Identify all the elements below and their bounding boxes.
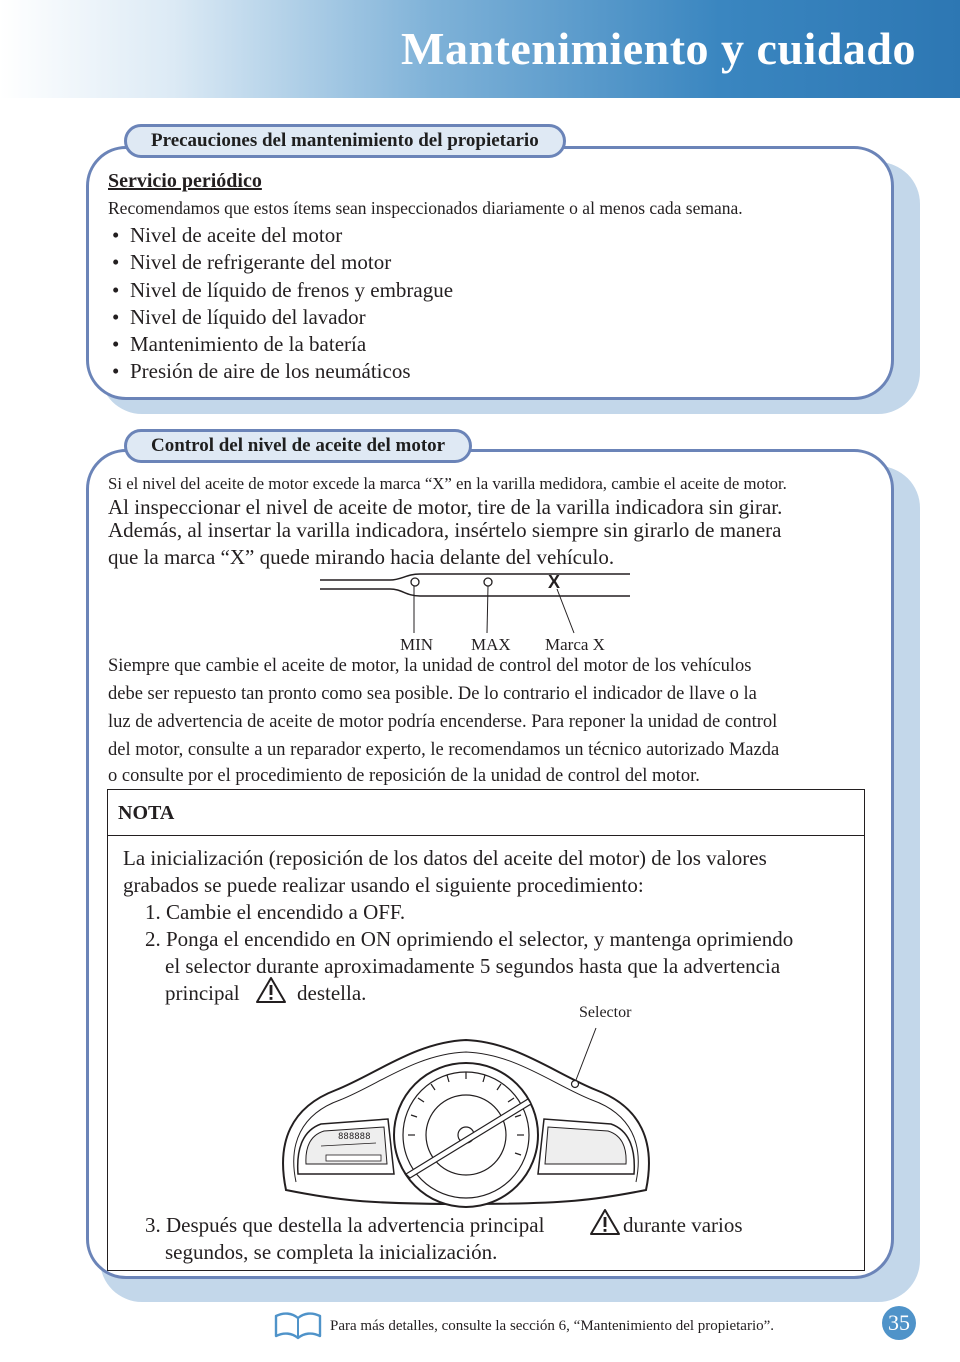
max-mark: [484, 578, 492, 586]
nota-step-2b: el selector durante aproximadamente 5 segundos hasta que la advertencia: [165, 954, 781, 978]
servicio-heading: Servicio periódico: [108, 170, 262, 192]
selector-knob: [572, 1081, 579, 1088]
x-mark: X: [548, 572, 561, 592]
nota-step-3a-post: durante varios: [623, 1213, 743, 1237]
nota-step-3b: segundos, se completa la inicialización.: [165, 1240, 498, 1264]
instrument-cluster: [266, 1022, 666, 1212]
nota-intro-2: grabados se puede realizar usando el siguiente procedimiento:: [123, 873, 644, 897]
ecu-para-2: debe ser repuesto tan pronto como sea posible. De lo contrario el indicador de llave o la: [108, 684, 757, 704]
oil-line-4: que la marca “X” quede mirando hacia delante del vehículo.: [108, 545, 615, 569]
nota-step-3a-pre: 3. Después que destella la advertencia principal: [145, 1213, 545, 1237]
ecu-para-4: del motor, consulte a un reparador experto, le recomendamos un técnico autorizado Mazda: [108, 740, 780, 760]
odometer-readout: 888888: [338, 1132, 371, 1142]
list-item: • Presión de aire de los neumáticos: [112, 359, 411, 384]
selector-label: Selector: [579, 1004, 632, 1021]
max-label: MAX: [471, 635, 511, 654]
list-item: • Nivel de líquido de frenos y embrague: [112, 277, 454, 302]
nota-step-1: 1. Cambie el encendido a OFF.: [145, 900, 406, 924]
list-item: • Nivel de refrigerante del motor: [112, 250, 392, 275]
nota-box: [107, 789, 865, 1271]
book-icon: [272, 1312, 324, 1340]
servicio-list: [112, 222, 453, 386]
list-item: • Nivel de aceite del motor: [112, 223, 343, 247]
nota-step-2c-post: destella.: [297, 981, 367, 1005]
ecu-para-3: luz de advertencia de aceite de motor podría encenderse. Para reponer la unidad de control: [108, 712, 778, 732]
master-warning-icon-2: [589, 1208, 621, 1236]
page-title: Mantenimiento y cuidado: [401, 23, 916, 74]
nota-step-2a: 2. Ponga el encendido en ON oprimiendo el selector, y mantenga oprimiendo: [145, 927, 794, 951]
ecu-para-5: o consulte por el procedimiento de reposición de la unidad de control del motor.: [108, 766, 700, 786]
nota-step-2c-pre: principal: [165, 981, 240, 1005]
nota-label: NOTA: [118, 802, 175, 824]
nota-header: [108, 790, 864, 836]
page-header: [0, 0, 960, 98]
list-item: • Mantenimiento de la batería: [112, 332, 367, 357]
nota-intro-1: La inicialización (reposición de los datos del aceite del motor) de los valores: [123, 846, 767, 870]
oil-line-1: Si el nivel del aceite de motor excede la marca “X” en la varilla medidora, cambie el aceite de motor.: [108, 474, 787, 493]
master-warning-icon: [255, 976, 287, 1004]
marca-x-label: Marca X: [545, 635, 605, 654]
dipstick-diagram: [320, 565, 640, 635]
servicio-intro: Recomendamos que estos ítems sean inspeccionados diariamente o al menos cada semana.: [108, 198, 743, 218]
min-label: MIN: [400, 635, 434, 654]
section1-tab: Precauciones del mantenimiento del propietario: [124, 124, 566, 158]
ecu-para-1: Siempre que cambie el aceite de motor, la unidad de control del motor de los vehículos: [108, 656, 752, 676]
footer-reference: Para más detalles, consulte la sección 6, “Mantenimiento del propietario”.: [330, 1318, 775, 1334]
list-item: • Nivel de líquido del lavador: [112, 304, 366, 329]
section2-tab: Control del nivel de aceite del motor: [124, 429, 472, 463]
oil-line-3: Además, al insertar la varilla indicadora, insértelo siempre sin girarlo de manera: [108, 518, 782, 542]
page-number: 35: [882, 1306, 916, 1340]
oil-line-2: Al inspeccionar el nivel de aceite de motor, tire de la varilla indicadora sin girar.: [108, 495, 783, 519]
min-mark: [411, 578, 419, 586]
